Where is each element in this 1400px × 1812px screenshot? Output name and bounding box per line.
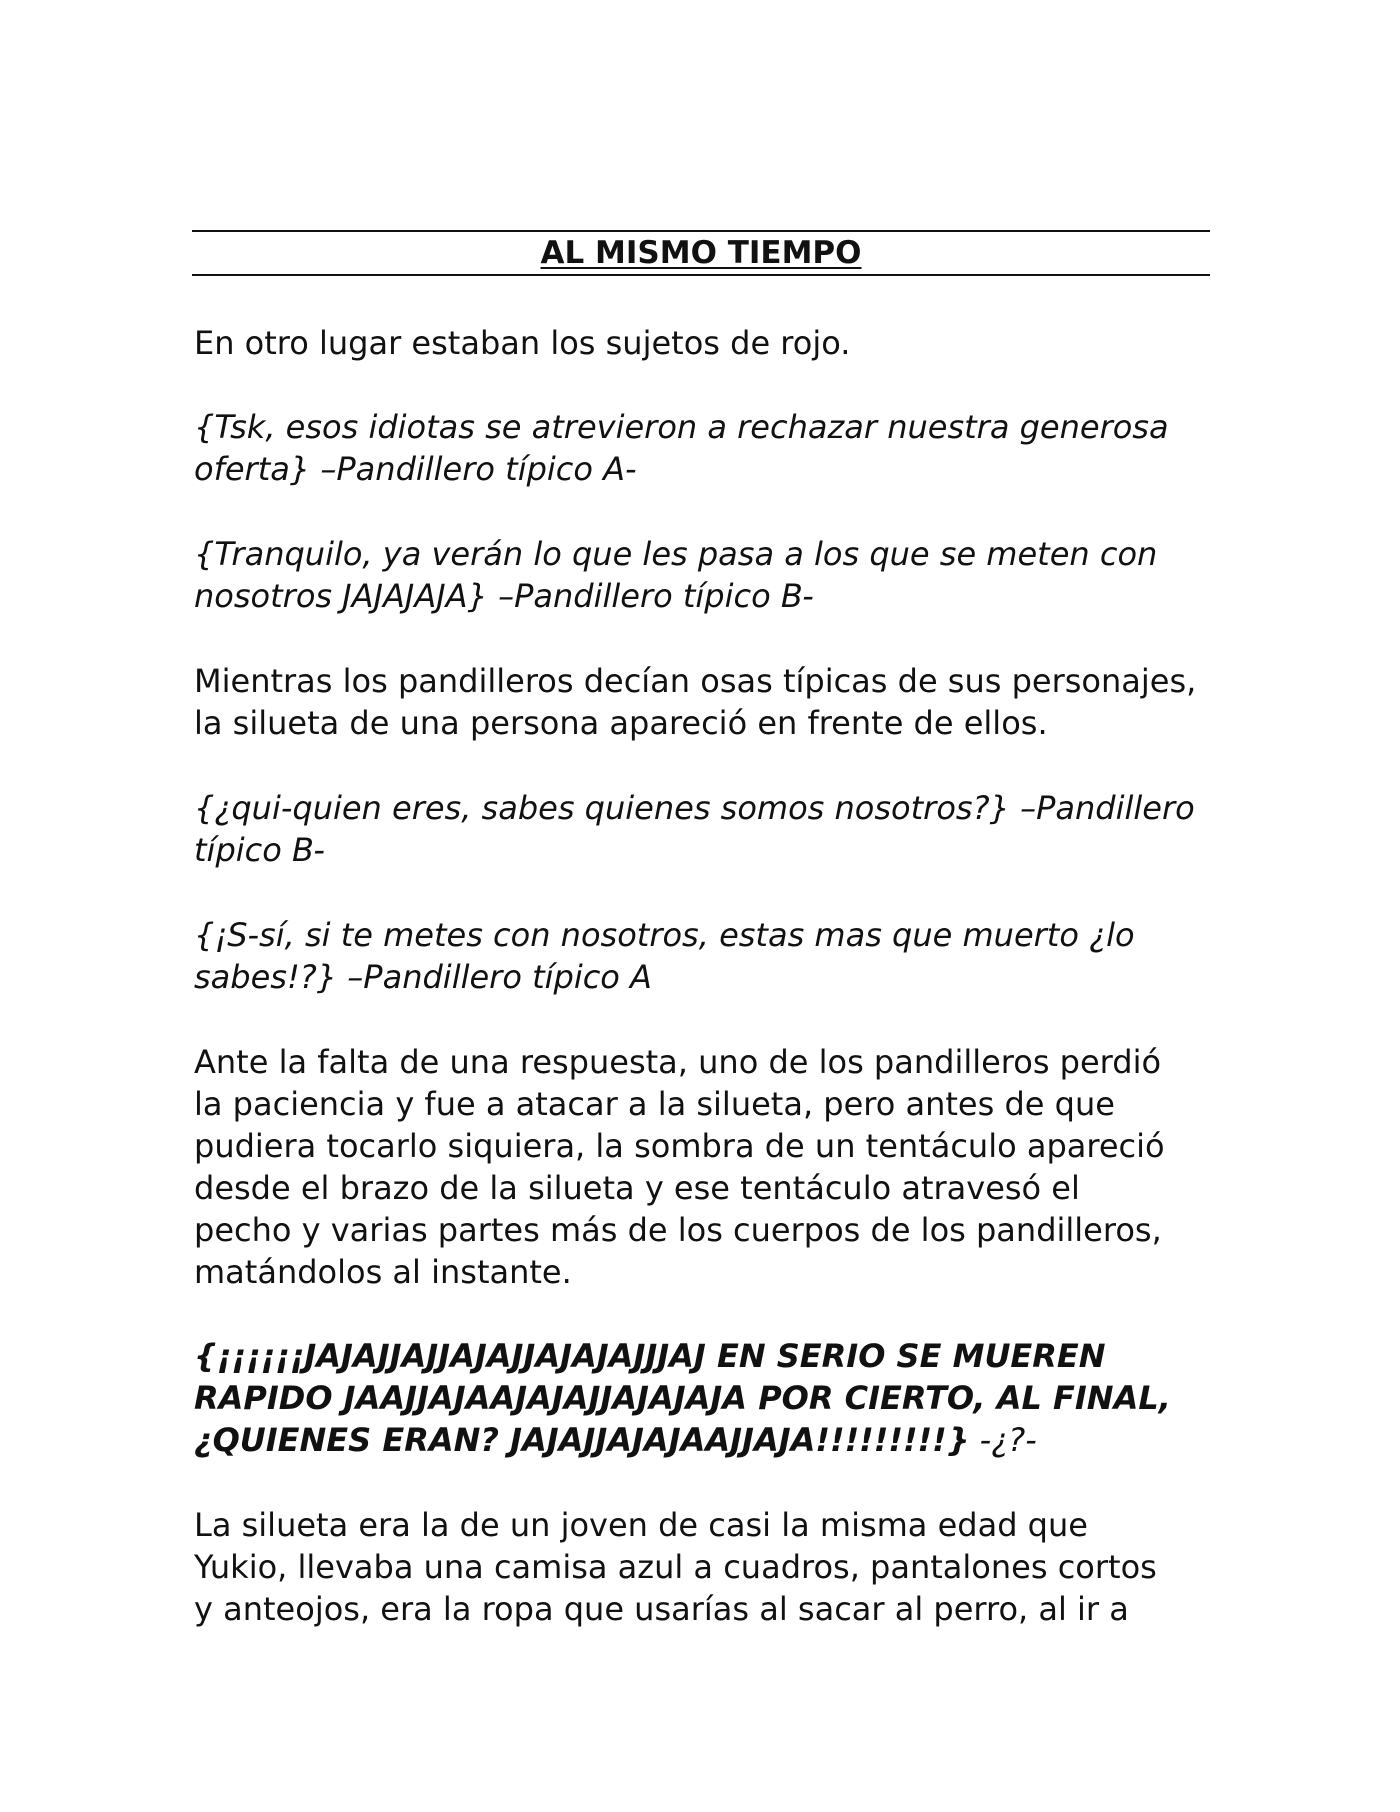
text-line-with-speaker	[194, 1419, 1224, 1461]
text-line: Yukio, llevaba una camisa azul a cuadros, pantalones cortos	[194, 1548, 1157, 1586]
text-line: La silueta era la de un joven de casi la misma edad que	[194, 1506, 1088, 1544]
text-line: nosotros JAJAJAJA} –Pandillero típico B-	[194, 577, 814, 615]
text-line: típico B-	[194, 831, 325, 869]
dialogue-gang-b-1	[194, 533, 1224, 617]
dialogue-silhouette-laugh	[194, 1335, 1224, 1461]
text-line: {¡S-sí, si te metes con nosotros, estas mas que muerto ¿lo	[194, 916, 1135, 954]
paragraph-attack	[194, 1041, 1224, 1293]
text-line: y anteojos, era la ropa que usarías al sacar al perro, al ir a	[194, 1590, 1129, 1628]
dialogue-gang-b-2	[194, 787, 1224, 871]
text-line: la silueta de una persona apareció en frente de ellos.	[194, 704, 1048, 742]
speaker-tag: -¿?-	[969, 1421, 1037, 1459]
paragraph-silhouette-appears	[194, 660, 1224, 744]
document-page	[192, 0, 1210, 1812]
title-block	[192, 230, 1210, 276]
dialogue-gang-a-1	[194, 406, 1224, 490]
text-line: pudiera tocarlo siquiera, la sombra de un tentáculo apareció	[194, 1127, 1165, 1165]
page-title: AL MISMO TIEMPO	[540, 235, 862, 271]
text-line: desde el brazo de la silueta y ese tentáculo atravesó el	[194, 1169, 1080, 1207]
paragraph-silhouette-description	[194, 1504, 1224, 1630]
dialogue-gang-a-2	[194, 914, 1224, 998]
text-line: {¿qui-quien eres, sabes quienes somos nosotros?} –Pandillero	[194, 789, 1195, 827]
text-line: Ante la falta de una respuesta, uno de los pandilleros perdió	[194, 1043, 1162, 1081]
text-line: sabes!?} –Pandillero típico A	[194, 958, 652, 996]
text-line: {¡¡¡¡¡¡JAJAJJAJJAJAJJAJAJAJJJAJ EN SERIO SE MUEREN	[194, 1337, 1106, 1375]
text-line: {Tranquilo, ya verán lo que les pasa a los que se meten con	[194, 535, 1158, 573]
text-line: RAPIDO JAAJJAJAAJAJAJJAJAJAJA POR CIERTO, AL FINAL,	[194, 1379, 1171, 1417]
paragraph-intro	[194, 322, 1224, 364]
text-line: ¿QUIENES ERAN? JAJAJJAJAJAAJJAJA!!!!!!!!!}	[194, 1421, 970, 1459]
text-line: En otro lugar estaban los sujetos de rojo.	[194, 324, 851, 362]
text-line: pecho y varias partes más de los cuerpos de los pandilleros,	[194, 1211, 1162, 1249]
text-line: la paciencia y fue a atacar a la silueta, pero antes de que	[194, 1085, 1115, 1123]
text-line: {Tsk, esos idiotas se atrevieron a rechazar nuestra generosa	[194, 408, 1169, 446]
text-line: oferta} –Pandillero típico A-	[194, 450, 637, 488]
text-line: Mientras los pandilleros decían osas típicas de sus personajes,	[194, 662, 1197, 700]
text-line: matándolos al instante.	[194, 1253, 572, 1291]
